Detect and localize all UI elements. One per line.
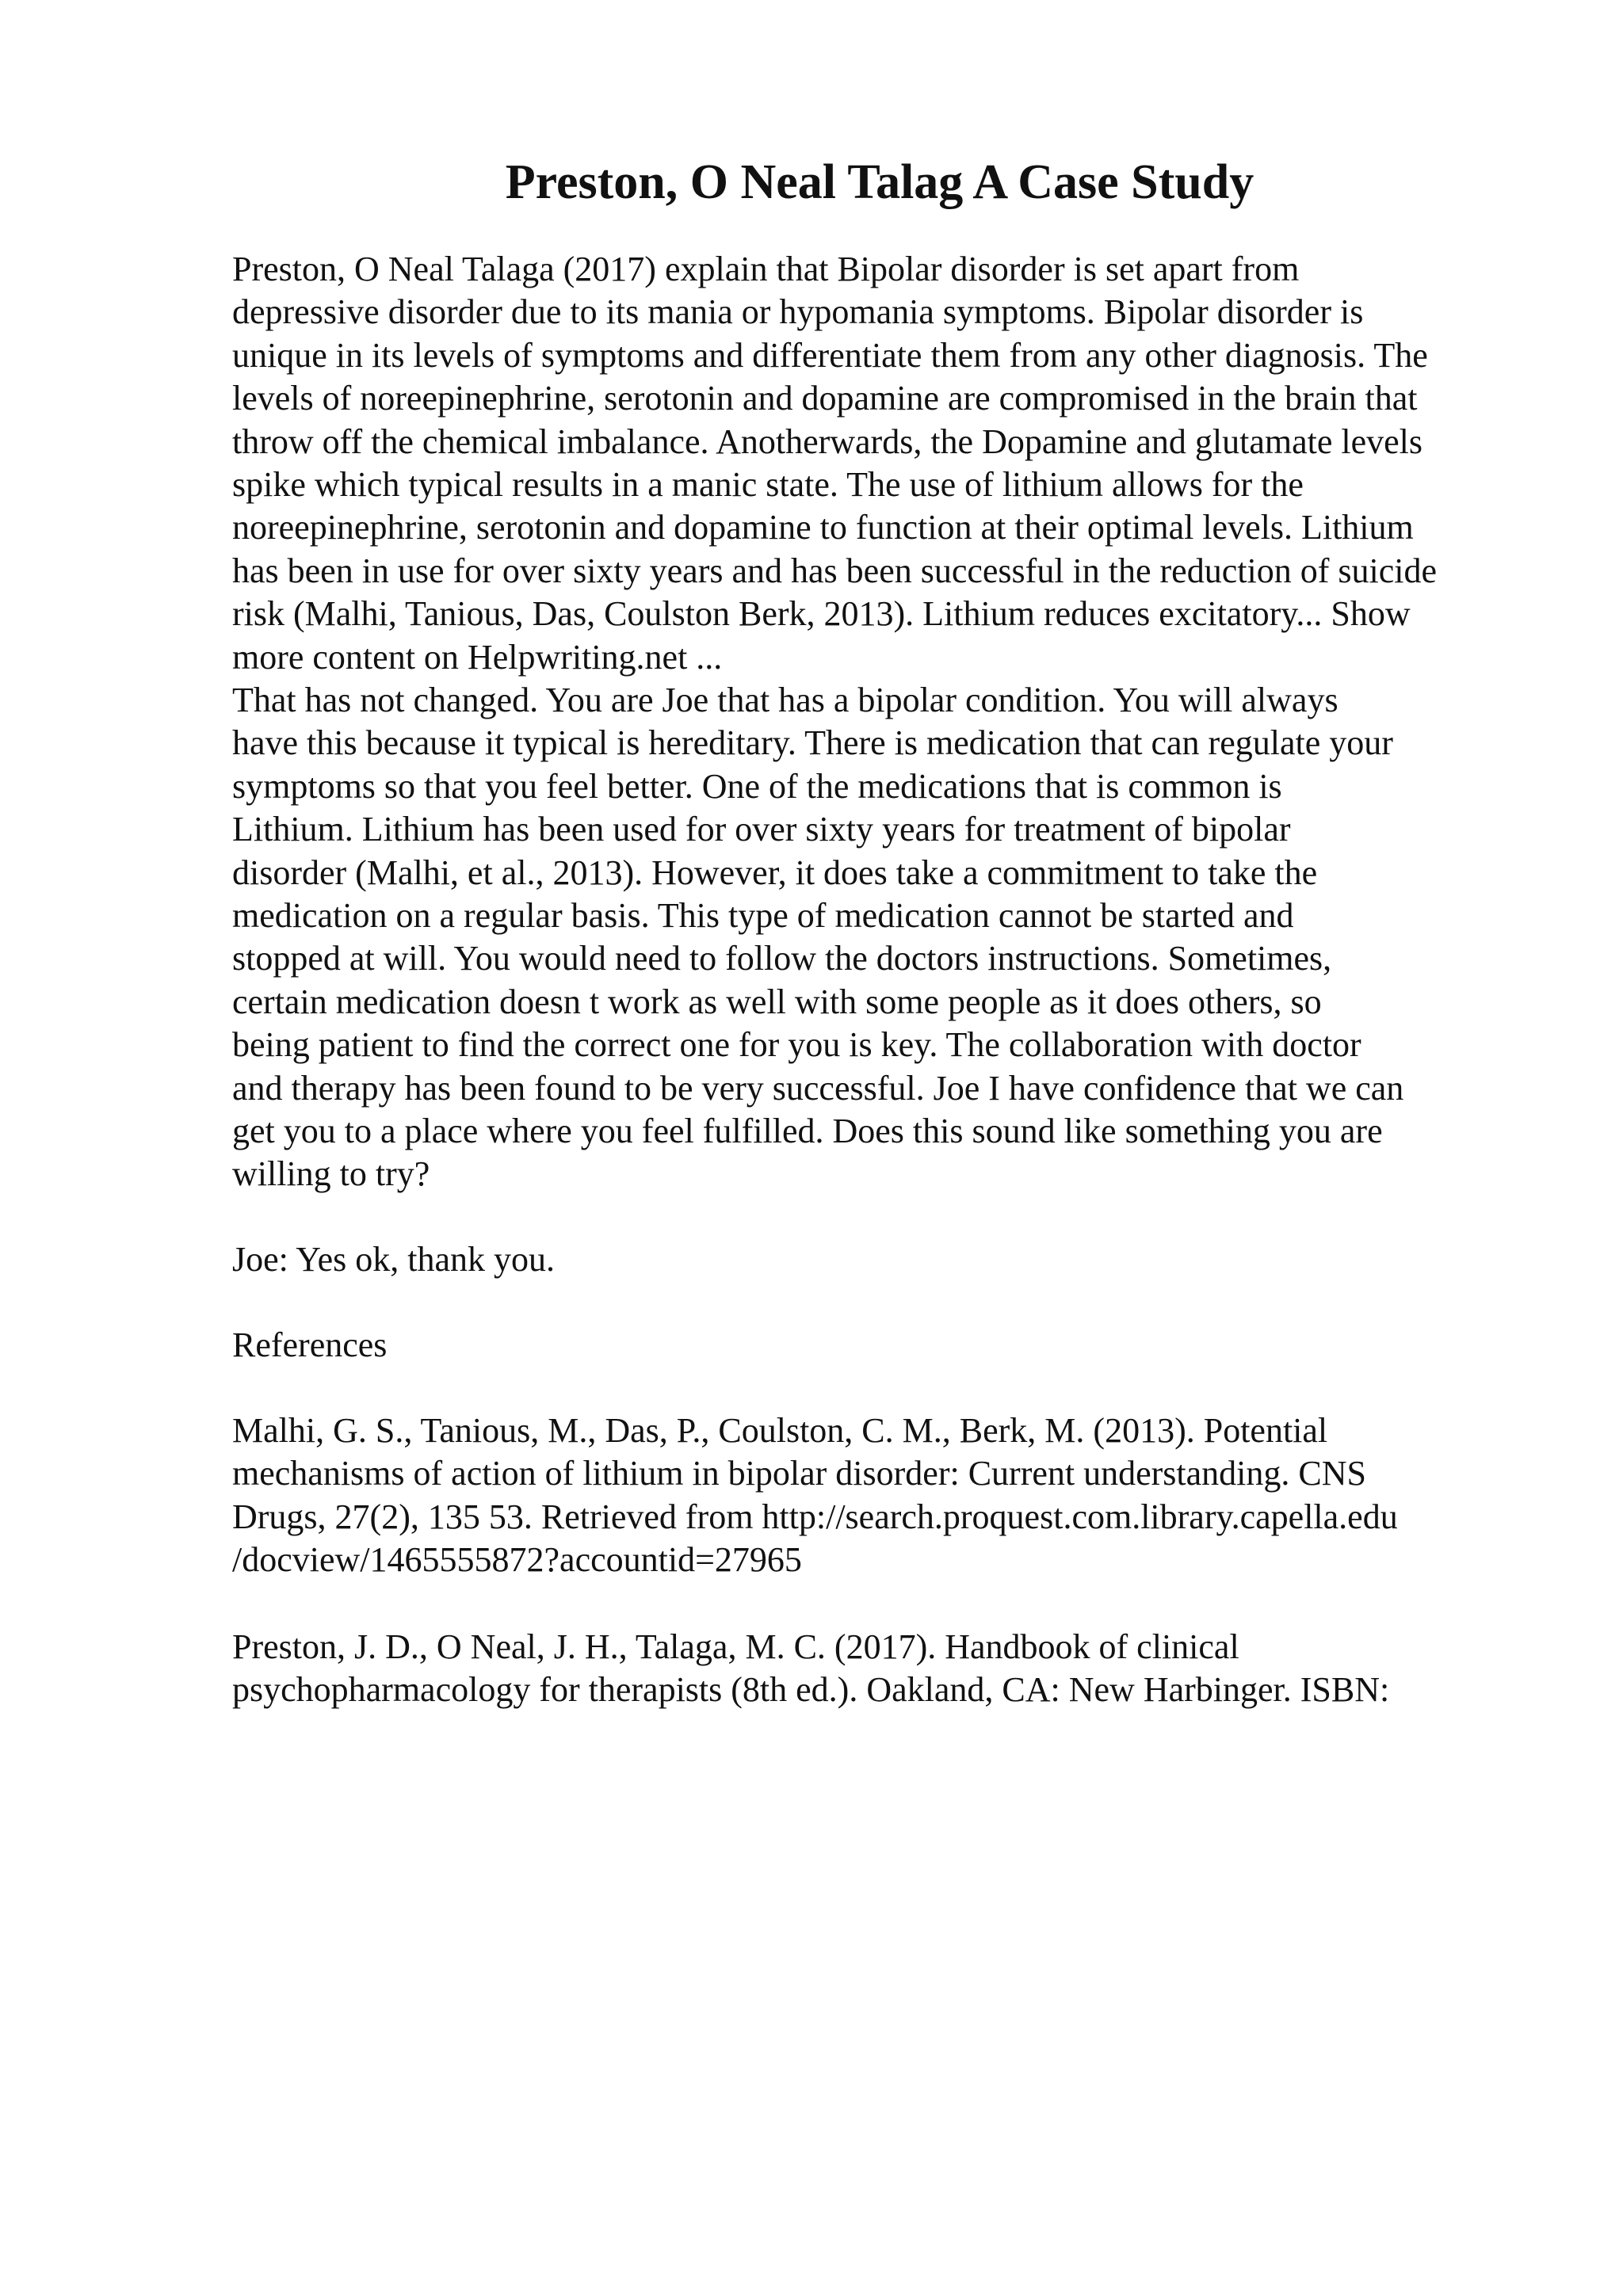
paragraph-joe-response: Joe: Yes ok, thank you.: [232, 1240, 556, 1279]
paragraph-bipolar-overview: Preston, O Neal Talaga (2017) explain that Bipolar disorder is set apart from depressive disorder due to its mania or hypomania symptoms. Bipolar disorder is unique in its levels of symptoms and differentiate them from any other diagnosis. The levels of noreepinephrine, serotonin and dopamine are compromised in the brain that throw off the chemical imbalance. Anotherwards, the Dopamine and glutamate levels spike which typical results in a manic state. The use of lithium allows for the noreepinephrine, serotonin and dopamine to function at their optimal levels. Lithium has been in use for over sixty years and has been successful in the reduction of suicide risk (Malhi, Tanious, Das, Coulston Berk, 2013). Lithium reduces excitatory... Show more content on Helpwriting.net ...: [232, 250, 1437, 677]
paragraph-joe-counseling: That has not changed. You are Joe that has a bipolar condition. You will always have this because it typical is hereditary. There is medication that can regulate your symptoms so that you feel better. One of the medications that is common is Lithium. Lithium has been used for over sixty years for treatment of bipolar disorder (Malhi, et al., 2013). However, it does take a commitment to take the medication on a regular basis. This type of medication cannot be started and stopped at will. You would need to follow the doctors instructions. Sometimes, certain medication doesn t work as well with some people as it does others, so being patient to find the correct one for you is key. The collaboration with doctor and therapy has been found to be very successful. Joe I have confidence that we can get you to a place where you feel fulfilled. Does this sound like something you are willing to try?: [232, 681, 1404, 1194]
reference-preston-2017: Preston, J. D., O Neal, J. H., Talaga, M. C. (2017). Handbook of clinical psychopharmacology for therapists (8th ed.). Oakland, CA: New Harbinger. ISBN:: [232, 1627, 1390, 1710]
references-heading: References: [232, 1325, 388, 1364]
document-title: Preston, O Neal Talag A Case Study: [505, 155, 1254, 209]
reference-malhi-2013: Malhi, G. S., Tanious, M., Das, P., Coulston, C. M., Berk, M. (2013). Potential mechanisms of action of lithium in bipolar disorder: Current understanding. CNS Drugs, 27(2), 135 53. Retrieved from http://search.proquest.com.library.capella.edu /docview/1465555872?accountid=27965: [232, 1411, 1398, 1580]
